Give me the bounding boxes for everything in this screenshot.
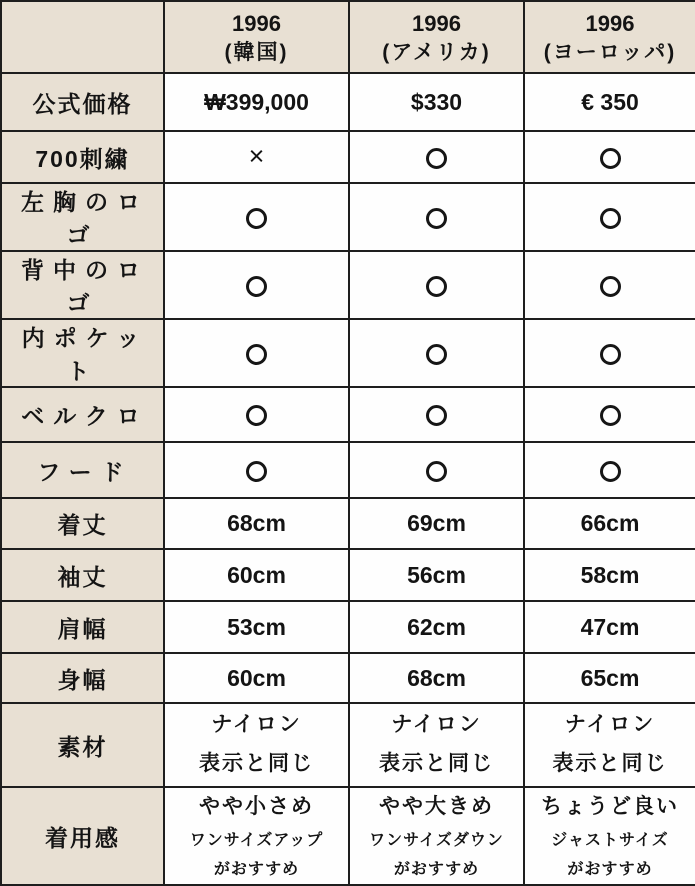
row-label-official-price: 公式価格 <box>1 73 164 131</box>
cell-line: 表示と同じ <box>379 752 494 775</box>
circle-mark <box>600 148 621 169</box>
cell-inner-pocket-europe <box>524 319 695 387</box>
row-label-inner-pocket: 内ポケット <box>1 319 164 387</box>
cell-material-usa <box>349 703 524 787</box>
cell-length-europe: 66cm <box>524 498 695 549</box>
cell-sleeve-length-korea: 60cm <box>164 549 349 601</box>
cell-back-logo-usa <box>349 251 524 319</box>
cell-hood-korea <box>164 442 349 498</box>
row-label-sleeve-length: 袖丈 <box>1 549 164 601</box>
row-label-hood: フード <box>1 442 164 498</box>
row-label-material: 素材 <box>1 703 164 787</box>
header-region: (韓国) <box>224 40 289 64</box>
cell-line: ジャストサイズ <box>551 831 669 849</box>
cell-line: やや小さめ <box>199 795 314 818</box>
circle-mark <box>246 344 267 365</box>
cell-700-embroidery-europe <box>524 131 695 183</box>
cell-line: 表示と同じ <box>552 752 668 775</box>
header-region: (ヨーロッパ) <box>543 40 677 64</box>
cell-line: ナイロン <box>564 713 656 737</box>
table-row-hood <box>1 442 695 498</box>
cell-700-embroidery-usa <box>349 131 524 183</box>
cell-inner-pocket-usa <box>349 319 524 387</box>
circle-mark <box>246 276 267 297</box>
cell-line: ナイロン <box>211 713 302 737</box>
cell-left-chest-logo-europe <box>524 183 695 251</box>
cell-line: ナイロン <box>391 713 482 737</box>
table-row-official-price <box>1 73 695 131</box>
cell-hood-europe <box>524 442 695 498</box>
circle-mark <box>600 405 621 426</box>
table-row-700-embroidery <box>1 131 695 183</box>
cell-material-korea <box>164 703 349 787</box>
header-row <box>1 1 695 73</box>
row-label-body-width: 身幅 <box>1 653 164 703</box>
table-body <box>1 73 695 885</box>
circle-mark <box>426 276 447 297</box>
cell-line: ワンサイズアップ <box>189 831 324 849</box>
table-row-inner-pocket <box>1 319 695 387</box>
cell-700-embroidery-korea <box>164 131 349 183</box>
circle-mark <box>426 405 447 426</box>
row-label-fit: 着用感 <box>1 787 164 885</box>
row-label-left-chest-logo: 左胸のロゴ <box>1 183 164 251</box>
circle-mark <box>600 208 621 229</box>
table-row-shoulder-width <box>1 601 695 653</box>
cell-shoulder-width-korea: 53cm <box>164 601 349 653</box>
cell-line: がおすすめ <box>567 860 653 878</box>
cell-left-chest-logo-korea <box>164 183 349 251</box>
table-header <box>1 1 695 73</box>
table-row-body-width <box>1 653 695 703</box>
circle-mark <box>426 208 447 229</box>
cell-official-price-korea: ₩399,000 <box>164 73 349 131</box>
corner-cell <box>1 1 164 73</box>
cell-inner-pocket-korea <box>164 319 349 387</box>
column-header-korea <box>164 1 349 73</box>
table-row-material <box>1 703 695 787</box>
header-year: 1996 <box>232 10 281 36</box>
circle-mark <box>426 461 447 482</box>
cell-line: がおすすめ <box>213 860 300 878</box>
cell-fit-usa <box>349 787 524 885</box>
cell-body-width-usa: 68cm <box>349 653 524 703</box>
cell-shoulder-width-europe: 47cm <box>524 601 695 653</box>
circle-mark <box>246 405 267 426</box>
cell-line: ちょうど良い <box>541 795 679 818</box>
cell-line: やや大きめ <box>379 795 494 818</box>
cell-back-logo-europe <box>524 251 695 319</box>
cell-hood-usa <box>349 442 524 498</box>
table-row-velcro <box>1 387 695 442</box>
cross-mark: × <box>248 141 265 171</box>
cell-length-usa: 69cm <box>349 498 524 549</box>
header-year: 1996 <box>412 10 461 36</box>
cell-line: 表示と同じ <box>199 752 314 775</box>
cell-official-price-europe: € 350 <box>524 73 695 131</box>
table-row-back-logo <box>1 251 695 319</box>
cell-left-chest-logo-usa <box>349 183 524 251</box>
cell-official-price-usa: $330 <box>349 73 524 131</box>
row-label-velcro: ベルクロ <box>1 387 164 442</box>
circle-mark <box>600 344 621 365</box>
table-row-fit <box>1 787 695 885</box>
cell-fit-korea <box>164 787 349 885</box>
cell-length-korea: 68cm <box>164 498 349 549</box>
circle-mark <box>426 148 447 169</box>
header-region: (アメリカ) <box>382 40 491 64</box>
cell-velcro-usa <box>349 387 524 442</box>
circle-mark <box>426 344 447 365</box>
cell-shoulder-width-usa: 62cm <box>349 601 524 653</box>
cell-velcro-europe <box>524 387 695 442</box>
row-label-700-embroidery: 700刺繍 <box>1 131 164 183</box>
row-label-shoulder-width: 肩幅 <box>1 601 164 653</box>
cell-line: ワンサイズダウン <box>369 831 504 849</box>
row-label-back-logo: 背中のロゴ <box>1 251 164 319</box>
cell-fit-europe <box>524 787 695 885</box>
cell-sleeve-length-usa: 56cm <box>349 549 524 601</box>
cell-body-width-europe: 65cm <box>524 653 695 703</box>
circle-mark <box>600 461 621 482</box>
circle-mark <box>246 461 267 482</box>
row-label-length: 着丈 <box>1 498 164 549</box>
cell-back-logo-korea <box>164 251 349 319</box>
circle-mark <box>246 208 267 229</box>
cell-line: がおすすめ <box>393 860 480 878</box>
table-row-left-chest-logo <box>1 183 695 251</box>
cell-body-width-korea: 60cm <box>164 653 349 703</box>
column-header-europe <box>524 1 695 73</box>
table-row-length <box>1 498 695 549</box>
header-year: 1996 <box>585 10 635 36</box>
cell-sleeve-length-europe: 58cm <box>524 549 695 601</box>
cell-velcro-korea <box>164 387 349 442</box>
circle-mark <box>600 276 621 297</box>
column-header-usa <box>349 1 524 73</box>
cell-material-europe <box>524 703 695 787</box>
table-row-sleeve-length <box>1 549 695 601</box>
